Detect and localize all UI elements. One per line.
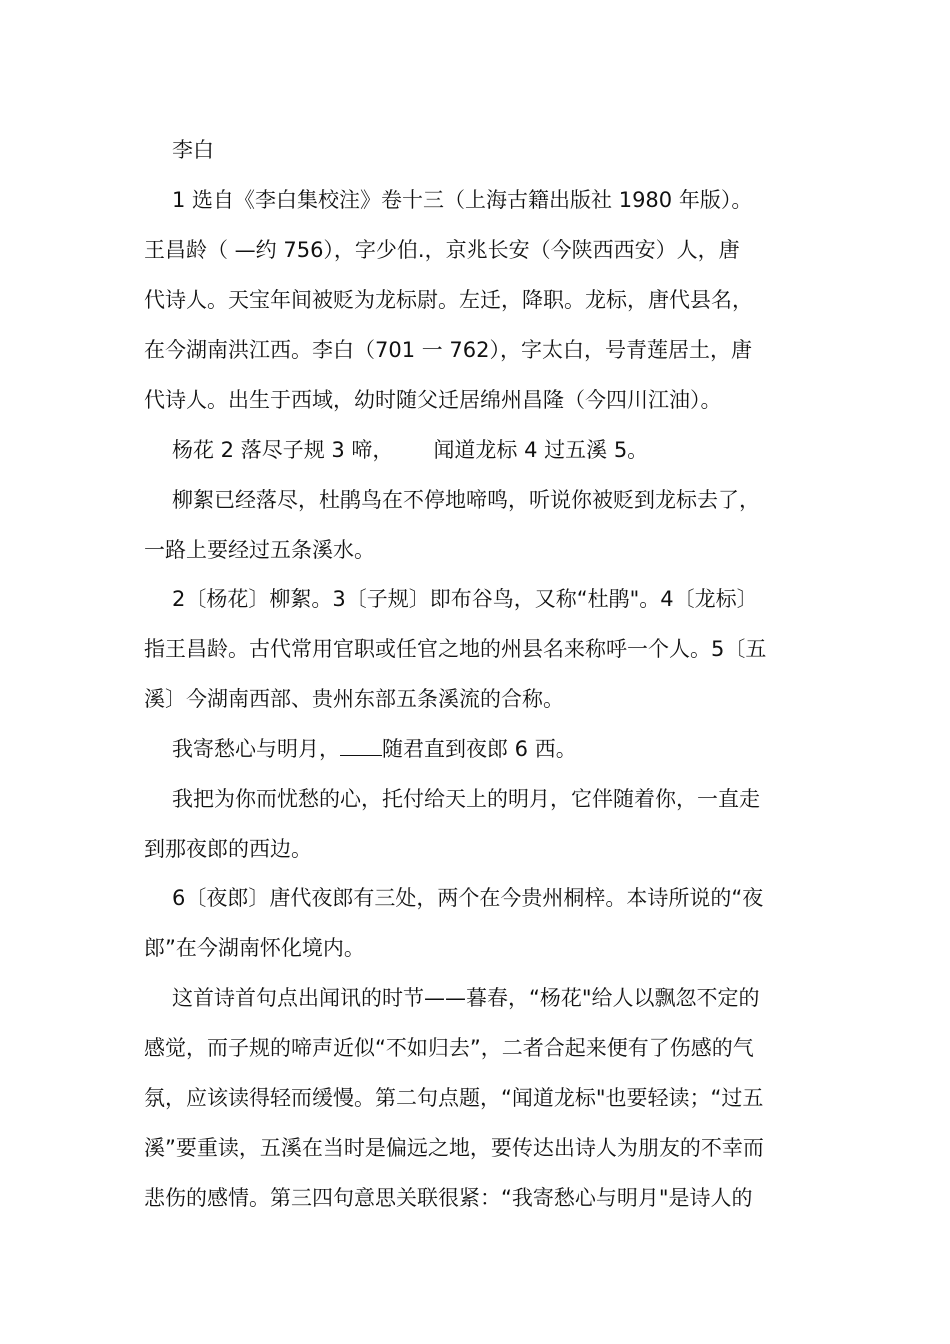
footnote-6-line-1: 6〔夜郎〕唐代夜郎有三处，两个在今贵州桐梓。本诗所说的“夜 xyxy=(172,886,764,910)
footnote-1-line-1: 1 选自《李白集校注》卷十三（上海古籍出版社 1980 年版）。 xyxy=(172,188,753,212)
analysis-line-1: 这首诗首句点出闻讯的时节——暮春，“杨花"给人以飘忽不定的 xyxy=(172,986,760,1010)
fill-in-blank xyxy=(340,735,382,756)
footnote-2-5-line-2: 指王昌龄。古代常用官职或任官之地的州县名来称呼一个人。5〔五 xyxy=(144,637,767,661)
footnote-6-line-2: 郎”在今湖南怀化境内。 xyxy=(144,936,365,960)
poem-line-2-first-half: 我寄愁心与明月， xyxy=(172,737,340,761)
poem-line-2 xyxy=(172,735,577,763)
footnote-1-line-5: 代诗人。出生于西域，幼时随父迁居绵州昌隆（今四川江油）。 xyxy=(144,388,722,412)
translation-2-line-2: 到那夜郎的西边。 xyxy=(144,837,312,861)
analysis-line-5: 悲伤的感情。第三四句意思关联很紧：“我寄愁心与明月"是诗人的 xyxy=(144,1186,753,1210)
footnote-2-5-line-3: 溪〕今湖南西部、贵州东部五条溪流的合称。 xyxy=(144,687,564,711)
poem-line-2-second-half: 随君直到夜郎 6 西。 xyxy=(382,737,577,761)
translation-2-line-1: 我把为你而忧愁的心，托付给天上的明月，它伴随着你，一直走 xyxy=(172,787,760,811)
poem-line-1-second-half: 闻道龙标 4 过五溪 5。 xyxy=(433,438,649,462)
analysis-line-3: 氛，应该读得轻而缓慢。第二句点题，“闻道龙标"也要轻读；“过五 xyxy=(144,1086,764,1110)
footnote-1-line-4: 在今湖南洪江西。李白（701 一 762），字太白，号青莲居土，唐 xyxy=(144,338,753,362)
poem-line-1 xyxy=(172,436,648,464)
translation-1-line-2: 一路上要经过五条溪水。 xyxy=(144,538,375,562)
footnote-1-line-2: 王昌龄（ —约 756），字少伯.，京兆长安（今陕西西安）人，唐 xyxy=(144,238,740,262)
footnote-2-5-line-1: 2〔杨花〕柳絮。3〔子规〕即布谷鸟，又称“杜鹃"。4〔龙标〕 xyxy=(172,587,758,611)
footnote-1-line-3: 代诗人。天宝年间被贬为龙标尉。左迁，降职。龙标，唐代县名， xyxy=(144,288,753,312)
analysis-line-2: 感觉，而子规的啼声近似“不如归去”，二者合起来便有了伤感的气 xyxy=(144,1036,754,1060)
author-line: 李白 xyxy=(172,138,214,162)
poem-line-1-first-half: 杨花 2 落尽子规 3 啼， xyxy=(172,438,394,462)
translation-1-line-1: 柳絮已经落尽，杜鹃鸟在不停地啼鸣，听说你被贬到龙标去了， xyxy=(172,488,760,512)
analysis-line-4: 溪”要重读，五溪在当时是偏远之地，要传达出诗人为朋友的不幸而 xyxy=(144,1136,764,1160)
